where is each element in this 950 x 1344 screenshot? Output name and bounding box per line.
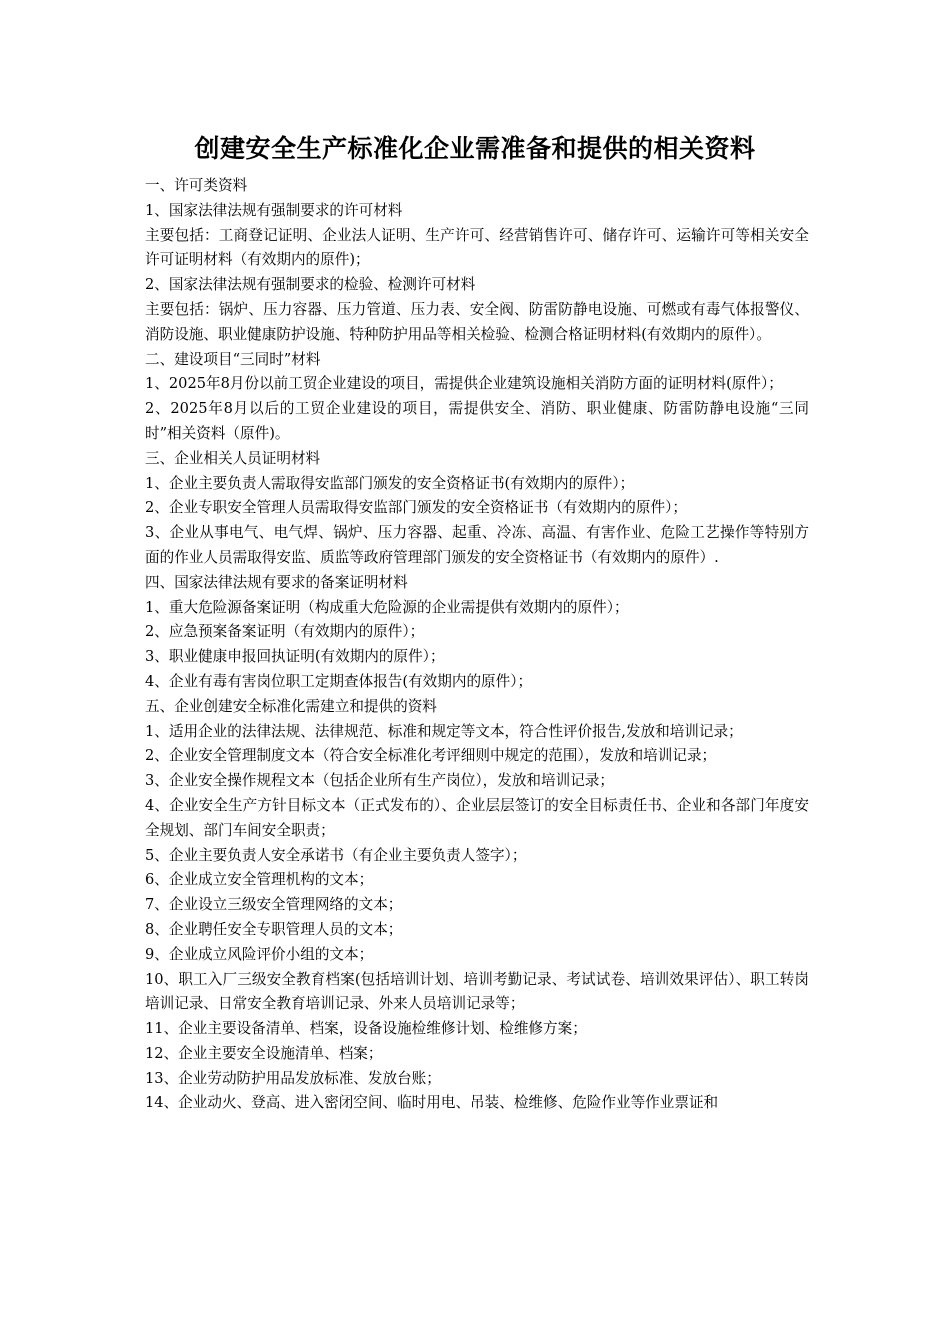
paragraph: 2、国家法律法规有强制要求的检验、检测许可材料: [145, 276, 476, 294]
paragraph: 12、企业主要安全设施清单、档案；: [145, 1044, 383, 1062]
paragraph: 1、国家法律法规有强制要求的许可材料: [145, 201, 403, 219]
paragraph: 6、企业成立安全管理机构的文本；: [145, 871, 374, 889]
paragraph: 三、企业相关人员证明材料: [145, 449, 321, 467]
paragraph: 1、企业主要负责人需取得安监部门颁发的安全资格证书(有效期内的原件）；: [145, 474, 635, 492]
paragraph: 10、职工入厂三级安全教育档案(包括培训计划、培训考勤记录、考试试卷、培训效果评估）、职工转岗培训记录、日常安全教育培训记录、外来人员培训记录等；: [145, 970, 809, 1013]
paragraph: 5、企业主要负责人安全承诺书（有企业主要负责人签字）；: [145, 846, 527, 864]
paragraph: 13、企业劳动防护用品发放标准、发放台账；: [145, 1069, 441, 1087]
paragraph: 3、企业安全操作规程文本（包括企业所有生产岗位），发放和培训记录；: [145, 772, 614, 790]
paragraph: 11、企业主要设备清单、档案，设备设施检维修计划、检维修方案；: [145, 1020, 587, 1038]
document-title: 创建安全生产标准化企业需准备和提供的相关资料: [194, 134, 756, 163]
paragraph: 四、国家法律法规有要求的备案证明材料: [145, 573, 408, 591]
document-body: [145, 174, 809, 1116]
paragraph: 4、企业安全生产方针目标文本（正式发布的）、企业层层签订的安全目标责任书、企业和各部门年度安全规划、部门车间安全职责；: [145, 796, 809, 839]
paragraph: 1、重大危险源备案证明（构成重大危险源的企业需提供有效期内的原件）；: [145, 598, 629, 616]
paragraph: 2、2025年8月以后的工贸企业建设的项目，需提供安全、消防、职业健康、防雷防静电设施“三同时”相关资料（原件)。: [145, 400, 809, 442]
paragraph: 8、企业聘任安全专职管理人员的文本；: [145, 920, 403, 938]
paragraph: 3、职业健康申报回执证明(有效期内的原件）；: [145, 648, 445, 666]
paragraph: 14、企业动火、登高、进入密闭空间、临时用电、吊装、检维修、危险作业等作业票证和: [145, 1094, 719, 1112]
paragraph: 1、适用企业的法律法规、法律规范、标准和规定等文本，符合性评价报告,发放和培训记录；: [145, 722, 743, 740]
paragraph: 2、应急预案备案证明（有效期内的原件）；: [145, 623, 425, 641]
paragraph: 3、企业从事电气、电气焊、锅炉、压力容器、起重、冷冻、高温、有害作业、危险工艺操作等特别方面的作业人员需取得安监、质监等政府管理部门颁发的安全资格证书（有效期内的原件）.: [145, 524, 809, 566]
paragraph: 五、企业创建安全标准化需建立和提供的资料: [145, 697, 437, 715]
paragraph: 一、许可类资料: [145, 177, 248, 194]
paragraph: 1、2025年8月份以前工贸企业建设的项目，需提供企业建筑设施相关消防方面的证明材料(原件）；: [145, 375, 783, 393]
paragraph: 9、企业成立风险评价小组的文本；: [145, 945, 374, 963]
paragraph: 二、建设项目“三同时”材料: [145, 350, 321, 368]
paragraph: 2、企业安全管理制度文本（符合安全标准化考评细则中规定的范围），发放和培训记录；: [145, 747, 717, 765]
paragraph: 2、企业专职安全管理人员需取得安监部门颁发的安全资格证书（有效期内的原件）；: [145, 499, 687, 517]
paragraph: 主要包括：工商登记证明、企业法人证明、生产许可、经营销售许可、储存许可、运输许可等相关安全许可证明材料（有效期内的原件)；: [145, 226, 809, 269]
paragraph: 7、企业设立三级安全管理网络的文本；: [145, 896, 403, 914]
paragraph: 4、企业有毒有害岗位职工定期查体报告(有效期内的原件）；: [145, 672, 533, 690]
paragraph: 主要包括：锅炉、压力容器、压力管道、压力表、安全阀、防雷防静电设施、可燃或有毒气体报警仪、消防设施、职业健康防护设施、特种防护用品等相关检验、检测合格证明材料(有效期内的原件）。: [145, 300, 809, 343]
